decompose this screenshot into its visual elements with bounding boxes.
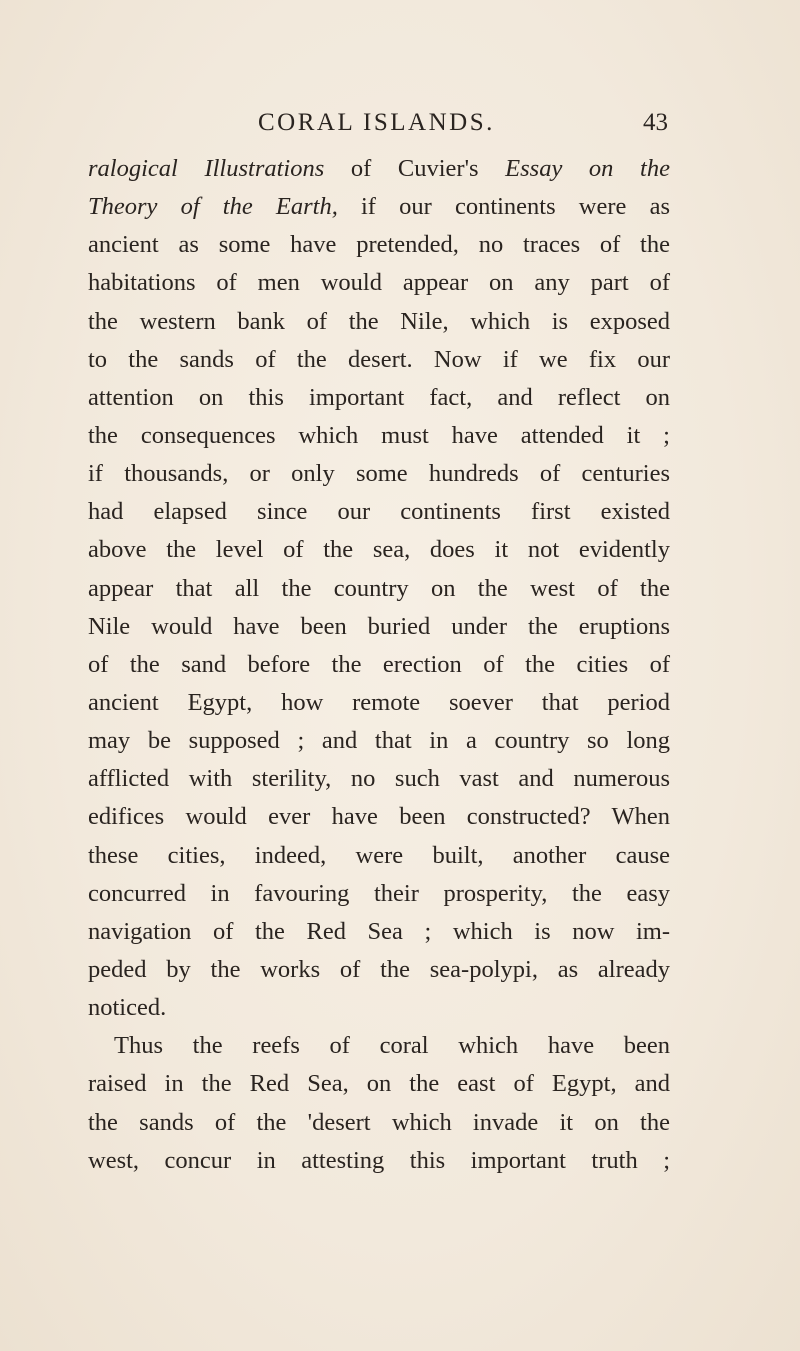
text-segment: afflicted with sterility, no such vast and numerous: [88, 765, 670, 793]
text-segment: ancient as some have pretended, no traces of the: [88, 231, 670, 259]
text-line: [88, 493, 670, 531]
text-line: [88, 646, 670, 684]
text-line: [88, 1142, 670, 1180]
text-segment: Nile would have been buried under the eruptions: [88, 612, 670, 640]
text-segment: above the level of the sea, does it not evidently: [88, 536, 670, 564]
text-line: [88, 188, 670, 226]
running-head: [258, 108, 668, 138]
text-segment: if thousands, or only some hundreds of centuries: [88, 460, 670, 488]
text-line: [88, 417, 670, 455]
text-segment: navigation of the Red Sea ; which is now im-: [88, 917, 670, 945]
text-line: [88, 1104, 670, 1142]
text-segment: Thus the reefs of coral which have been: [114, 1032, 670, 1060]
text-line: [88, 989, 670, 1027]
italic-text: Theory of the Earth,: [88, 193, 338, 221]
text-line: [88, 1065, 670, 1103]
text-line: [88, 531, 670, 569]
text-segment: had elapsed since our continents first existed: [88, 498, 670, 526]
text-line: [88, 913, 670, 951]
text-segment: to the sands of the desert. Now if we fix our: [88, 345, 670, 373]
text-segment: the consequences which must have attended it ;: [88, 421, 670, 449]
text-line: [88, 150, 670, 188]
page-number: 43: [643, 109, 668, 136]
text-segment: of the sand before the erection of the cities of: [88, 650, 670, 678]
text-segment: west, concur in attesting this important truth ;: [88, 1146, 670, 1174]
text-segment: these cities, indeed, were built, another cause: [88, 841, 670, 869]
text-line: [88, 455, 670, 493]
text-segment: peded by the works of the sea-polypi, as already: [88, 955, 670, 983]
text-segment: the sands of the 'desert which invade it on the: [88, 1108, 670, 1136]
text-segment: edifices would ever have been constructed? When: [88, 803, 670, 831]
text-segment: habitations of men would appear on any part of: [88, 269, 670, 297]
text-line: [88, 264, 670, 302]
text-line: [88, 303, 670, 341]
text-line: [88, 226, 670, 264]
body-text: [88, 150, 670, 1180]
text-segment: may be supposed ; and that in a country so long: [88, 727, 670, 755]
text-segment: attention on this important fact, and reflect on: [88, 383, 670, 411]
text-line: [88, 684, 670, 722]
text-segment: noticed.: [88, 994, 167, 1022]
text-line: [88, 341, 670, 379]
text-line: [88, 951, 670, 989]
text-line: [88, 875, 670, 913]
text-segment: concurred in favouring their prosperity, the easy: [88, 879, 670, 907]
text-line: [88, 837, 670, 875]
text-segment: ancient Egypt, how remote soever that period: [88, 688, 670, 716]
text-segment: if our continents were as: [337, 193, 670, 221]
text-line: [88, 608, 670, 646]
text-line: [88, 760, 670, 798]
italic-text: ralogical Illustrations: [88, 155, 325, 182]
text-segment: of Cuvier's: [324, 155, 506, 182]
text-line: [88, 379, 670, 417]
text-line: [88, 722, 670, 760]
text-line: [88, 1027, 670, 1065]
text-line: [88, 798, 670, 836]
text-line: [88, 570, 670, 608]
running-title: CORAL ISLANDS.: [258, 109, 495, 136]
text-segment: appear that all the country on the west of the: [88, 574, 670, 602]
italic-text: Essay on the: [505, 155, 670, 182]
text-segment: the western bank of the Nile, which is exposed: [88, 307, 670, 335]
text-segment: raised in the Red Sea, on the east of Egypt, and: [88, 1070, 670, 1098]
